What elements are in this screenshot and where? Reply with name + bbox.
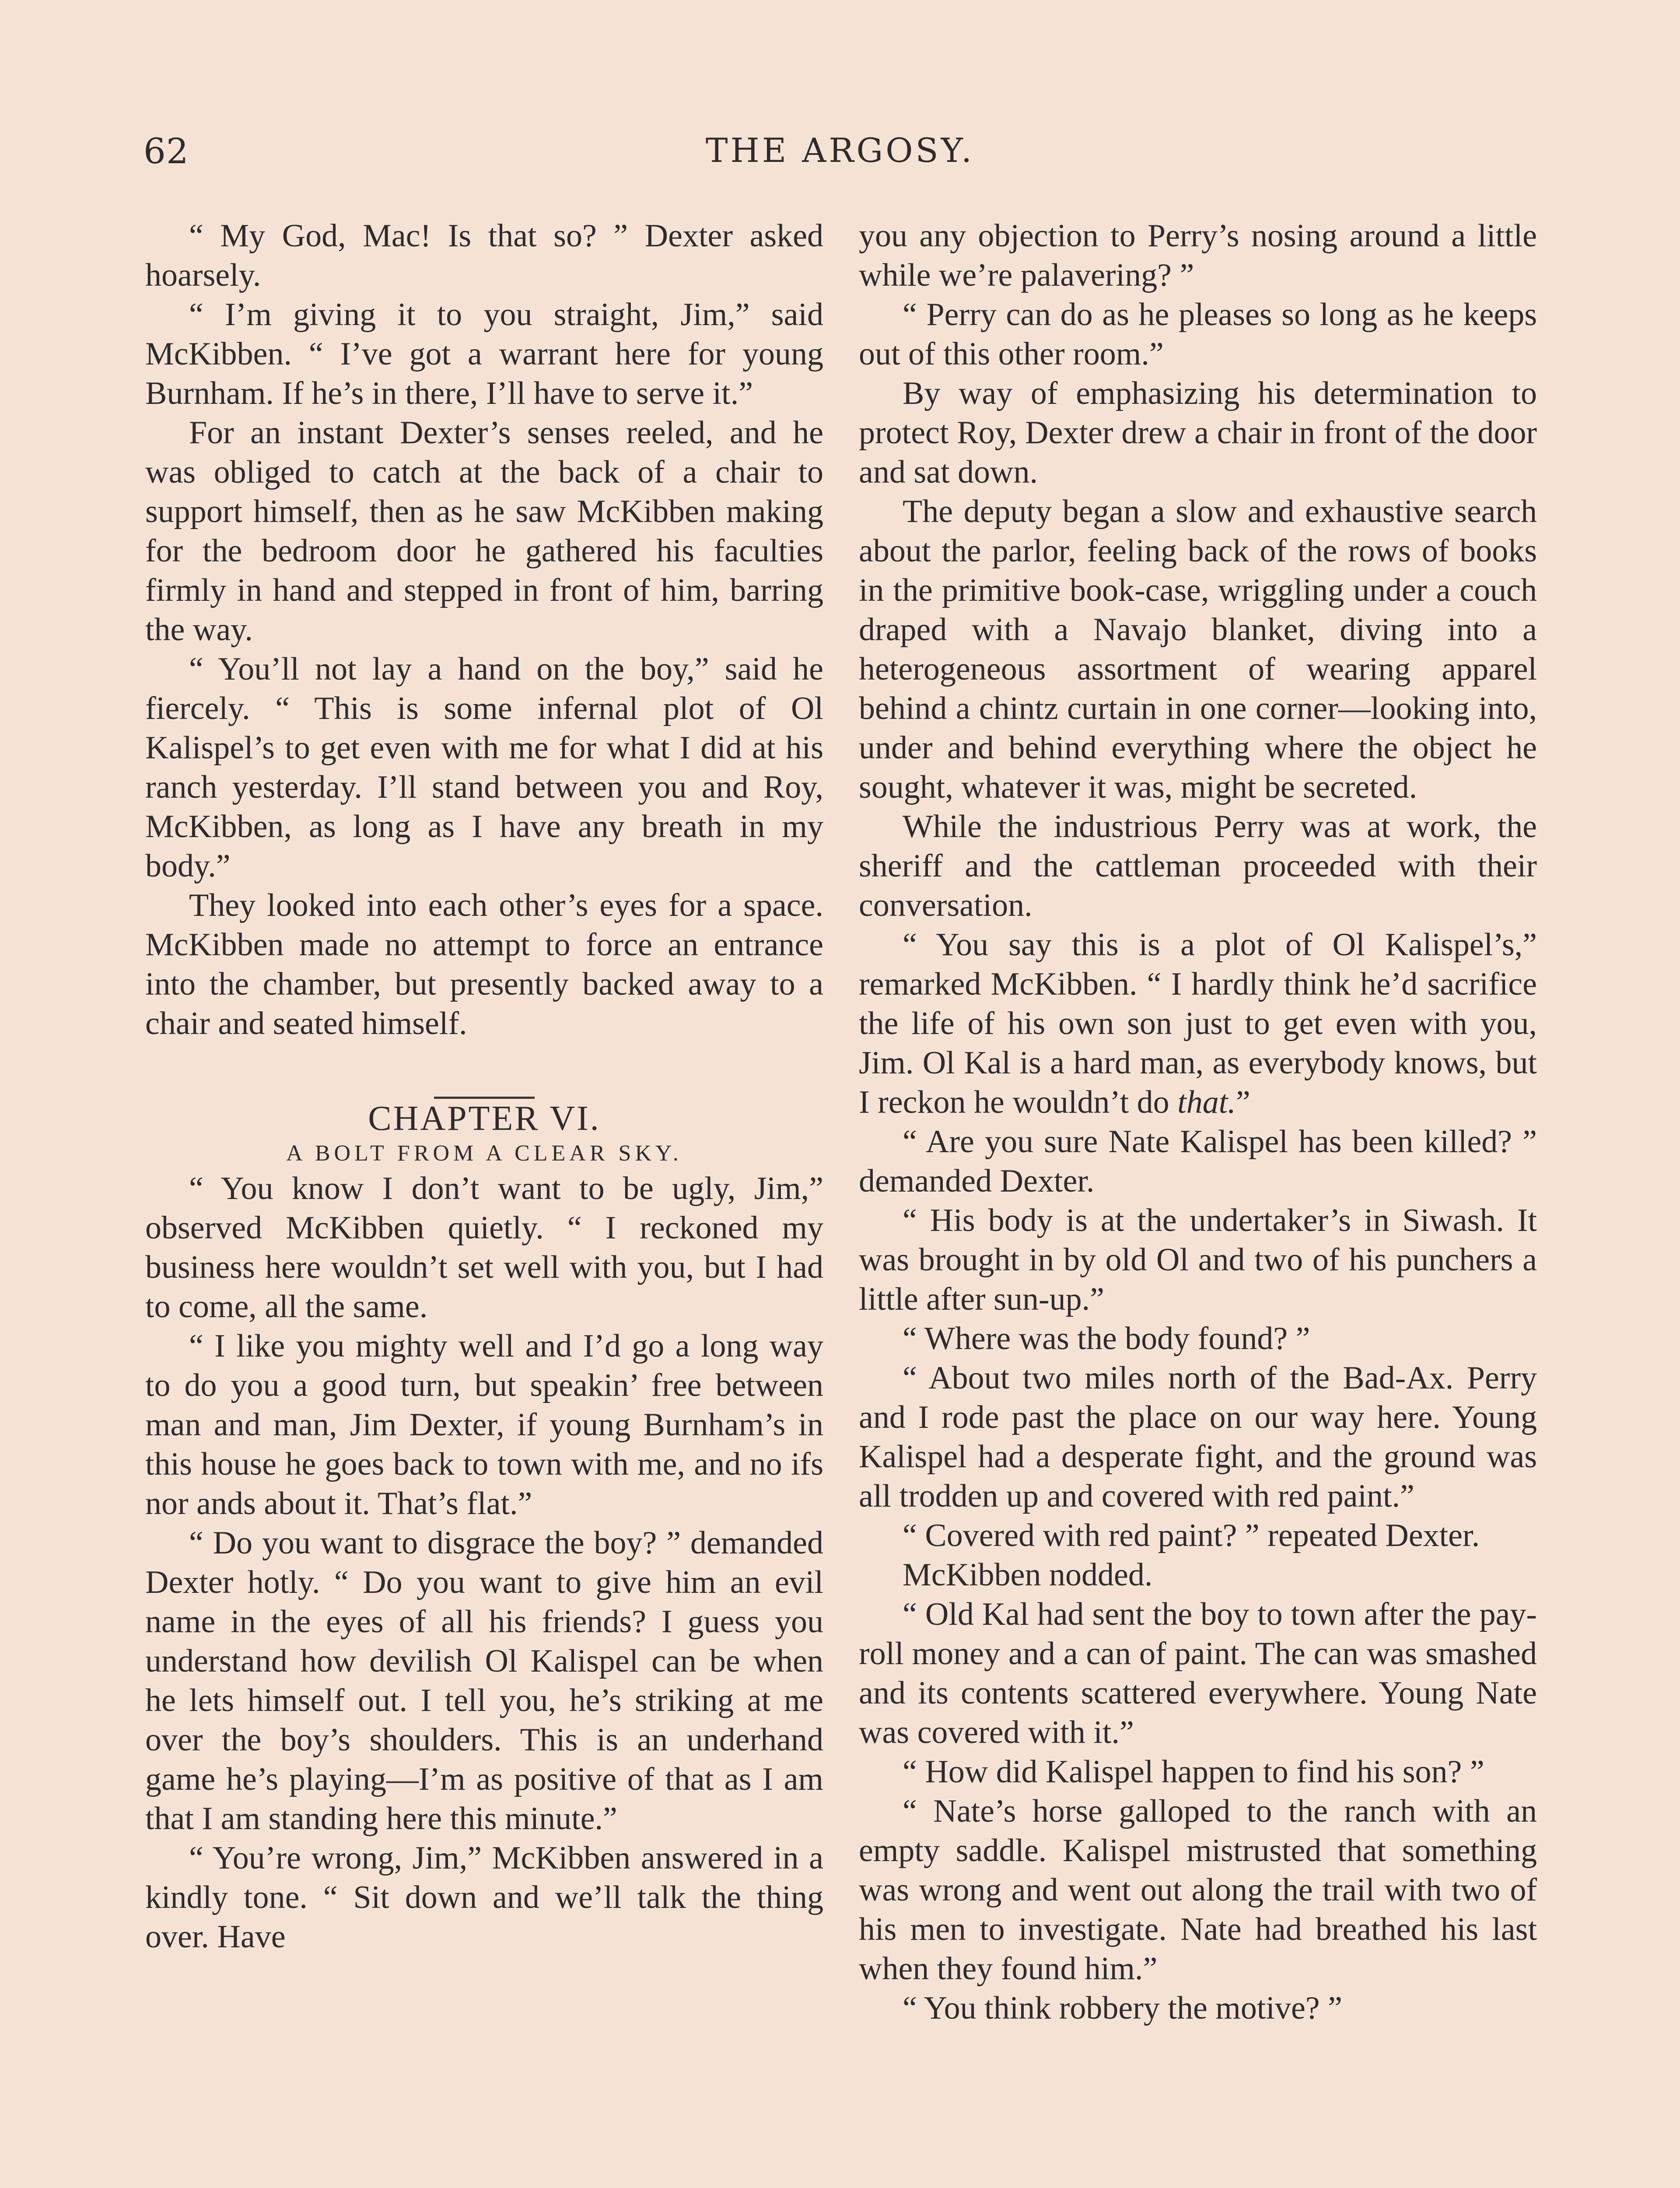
paragraph: “ I like you mighty well and I’d go a long way to do you a good turn, but speakin’ free between man and man, Jim Dexter, if young Burnham’s in this house he goes back to town with me, and no ifs nor ands about it. That’s flat.”	[145, 1328, 823, 1522]
running-title: THE ARGOSY.	[705, 131, 975, 170]
paragraph: “ You’re wrong, Jim,” McKibben answered in a kindly tone. “ Sit down and we’ll talk the thing over. Have	[145, 1840, 823, 1955]
paragraph: “ Where was the body found? ”	[903, 1321, 1310, 1357]
page-number: 62	[144, 131, 189, 172]
paragraph: “ You’ll not lay a hand on the boy,” said he fiercely. “ This is some infernal plot of Ol Kalispel’s to get even with me for what I did at his ranch yesterday. I’ll stand between you and Roy, McKibben, as long as I have any breath in my body.”	[145, 651, 823, 884]
paragraph: They looked into each other’s eyes for a space. McKibben made no attempt to force an entrance into the chamber, but presently backed away to a chair and seated himself.	[145, 887, 823, 1041]
paragraph: “ How did Kalispel happen to find his son? ”	[903, 1754, 1484, 1790]
paragraph: “ I’m giving it to you straight, Jim,” said McKibben. “ I’ve got a warrant here for young Burnham. If he’s in there, I’ll have to serve it.”	[145, 297, 823, 411]
paragraph: you any objection to Perry’s nosing around a little while we’re palavering? ”	[859, 218, 1537, 293]
chapter-subtitle: A BOLT FROM A CLEAR SKY.	[286, 1141, 682, 1166]
paragraph: “ Old Kal had sent the boy to town after the pay-roll money and a can of paint. The can was smashed and its contents scattered everywhere. Young Nate was covered with it.”	[859, 1596, 1537, 1750]
paragraph: “ Are you sure Nate Kalispel has been killed? ” demanded Dexter.	[859, 1124, 1537, 1199]
paragraph: McKibben nodded.	[903, 1557, 1153, 1593]
paragraph: “ Do you want to disgrace the boy? ” demanded Dexter hotly. “ Do you want to give him an evil name in the eyes of all his friends? I guess you understand how devilish Ol Kalispel can be when he lets himself out. I tell you, he’s striking at me over the boy’s shoulders. This is an underhand game he’s playing—I’m as positive of that as I am that I am standing here this minute.”	[145, 1525, 823, 1837]
emphasis: that.	[1177, 1084, 1236, 1120]
left-column	[145, 216, 823, 1957]
paragraph: “ You think robbery the motive? ”	[903, 1990, 1342, 2026]
paragraph	[859, 925, 1537, 1122]
paragraph: By way of emphasizing his determination to protect Roy, Dexter drew a chair in front of the door and sat down.	[859, 375, 1537, 490]
paragraph: While the industrious Perry was at work, the sheriff and the cattleman proceeded with their conversation.	[859, 809, 1537, 923]
paragraph-text: “ You say this is a plot of Ol Kalispel’s,” remarked McKibben. “ I hardly think he’d sacrifice the life of his own son just to get even with you, Jim. Ol Kal is a hard man, as everybody knows, but I reckon he wouldn’t do	[859, 927, 1537, 1120]
paragraph: “ You know I don’t want to be ugly, Jim,” observed McKibben quietly. “ I reckoned my business here wouldn’t set well with you, but I had to come, all the same.	[145, 1171, 823, 1325]
paragraph: “ Covered with red paint? ” repeated Dexter.	[903, 1518, 1480, 1553]
paragraph: The deputy began a slow and exhaustive search about the parlor, feeling back of the rows of books in the primitive book-case, wriggling under a couch draped with a Navajo blanket, diving into a heterogeneous assortment of wearing apparel behind a chintz curtain in one corner—looking into, under and behind everything where the object he sought, whatever it was, might be secreted.	[859, 494, 1537, 805]
paragraph: For an instant Dexter’s senses reeled, and he was obliged to catch at the back of a chair to support himself, then as he saw McKibben making for the bedroom door he gathered his faculties firmly in hand and stepped in front of him, barring the way.	[145, 415, 823, 648]
paragraph: “ His body is at the undertaker’s in Siwash. It was brought in by old Ol and two of his punchers a little after sun-up.”	[859, 1203, 1537, 1317]
closing-quote: ”	[1236, 1084, 1250, 1120]
paragraph: “ Nate’s horse galloped to the ranch with an empty saddle. Kalispel mistrusted that something was wrong and went out along the trail with two of his men to investigate. Nate had breathed his last when they found him.”	[859, 1793, 1537, 1987]
chapter-heading: CHAPTER VI.	[368, 1099, 601, 1138]
paragraph: “ My God, Mac! Is that so? ” Dexter asked hoarsely.	[145, 218, 823, 293]
paragraph: “ Perry can do as he pleases so long as he keeps out of this other room.”	[859, 297, 1537, 372]
right-column	[859, 216, 1537, 2028]
paragraph: “ About two miles north of the Bad-Ax. Perry and I rode past the place on our way here. Young Kalispel had a desperate fight, and the ground was all trodden up and covered with red paint.”	[859, 1360, 1537, 1514]
